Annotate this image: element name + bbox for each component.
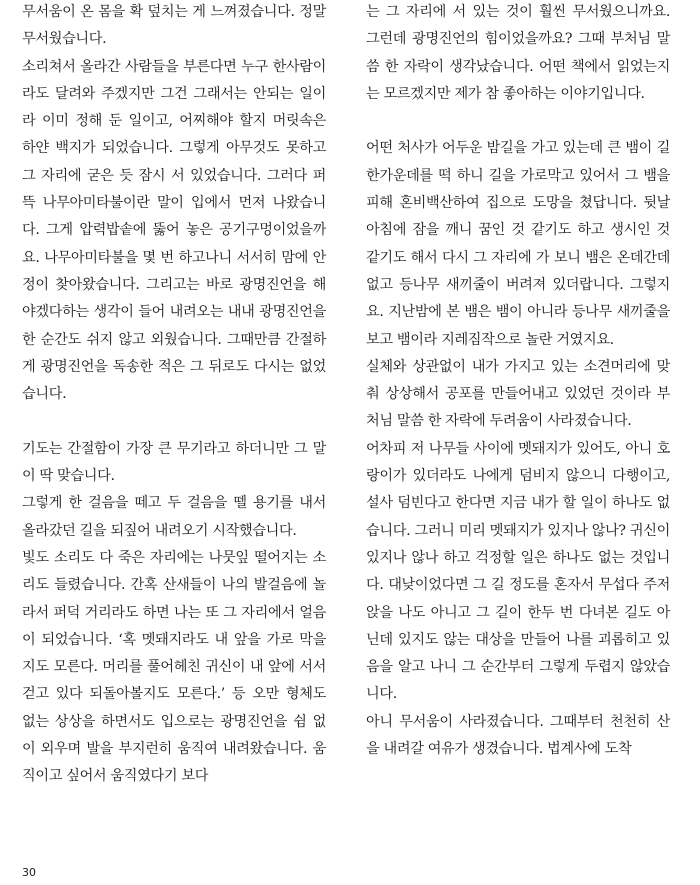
right-paragraph-2: 어떤 처사가 어두운 밤길을 가고 있는데 큰 뱀이 길 한가운데를 떡 하니 길을 가로막고 있어서 그 뱀을 피해 혼비백산하여 집으로 도망을 쳤답니다. 뒷날 아침에 잠을 깨니 꿈인 것 같기도 하고 생시인 것 같기도 해서 다시 그 자리에 가 보니 뱀은 온데간데없고 등나무 새끼줄이 버려져 있더랍니다. 그렇지요. 지난밤에 본 뱀은 뱀이 아니라 등나무 새끼줄을 보고 뱀이라 지레짐작으로 놀란 거였지요. (366, 140, 670, 348)
left-paragraph-3: 기도는 간절함이 가장 큰 무기라고 하더니만 그 말이 딱 맞습니다. (22, 440, 326, 485)
left-paragraph-5: 빛도 소리도 다 죽은 자리에는 나뭇잎 떨어지는 소리도 들렸습니다. 간혹 산새들이 나의 발걸음에 놀라서 퍼덕 거리라도 하면 나는 또 그 자리에서 얼음이 되었습니다. ‘혹 멧돼지라도 내 앞을 가로 막을지도 모른다. 머리를 풀어헤친 귀신이 내 앞에 서서 걷고 있다 되돌아볼지도 모른다.’ 등 오만 형체도 없는 상상을 하면서도 입으로는 광명진언을 쉼 없이 외우며 발을 부지런히 움직여 내려왔습니다. 움직이고 싶어서 움직였다기 보다 (22, 549, 326, 785)
left-paragraph-1: 무서움이 온 몸을 확 덮치는 게 느껴졌습니다. 정말 무서웠습니다. (22, 4, 326, 48)
page-number: 30 (22, 866, 36, 879)
right-paragraph-3: 실체와 상관없이 내가 가지고 있는 소견머리에 맞춰 상상해서 공포를 만들어내고 있었던 것이라 부처님 말씀 한 자락에 두려움이 사라졌습니다. (366, 358, 670, 430)
right-column (366, 0, 670, 763)
right-paragraph-4: 어차피 저 나무들 사이에 멧돼지가 있어도, 아니 호랑이가 있더라도 나에게 덤비지 않으니 다행이고, 설사 덤빈다고 한다면 지금 내가 할 일이 하나도 없습니다. 그러니 미리 멧돼지가 있지나 않나? 귀신이 있지나 않나 하고 걱정할 일은 하나도 없는 것입니다. 대낮이었다면 그 길 정도를 혼자서 무섭다 주저앉을 나도 아니고 그 길이 한두 번 다녀본 길도 아닌데 있지도 않는 대상을 만들어 나를 괴롭히고 있음을 알고 나니 그 순간부터 그렇게 두렵지 않았습니다. (366, 440, 670, 703)
left-paragraph-4: 그렇게 한 걸음을 떼고 두 걸음을 뗄 용기를 내서 올라갔던 길을 되짚어 내려오기 시작했습니다. (22, 495, 326, 539)
right-paragraph-1: 는 그 자리에 서 있는 것이 훨씬 무서웠으니까요. 그런데 광명진언의 힘이었을까요? 그때 부처님 말씀 한 자락이 생각났습니다. 어떤 책에서 읽었는지는 모르겠지만 제가 참 좋아하는 이야기입니다. (366, 4, 670, 102)
left-paragraph-2: 소리쳐서 올라간 사람들을 부른다면 누구 한사람이라도 달려와 주겠지만 그건 그래서는 안되는 일이라 이미 정해 둔 일이고, 어찌해야 할지 머릿속은 하얀 백지가 되었습니다. 그렇게 아무것도 못하고 그 자리에 굳은 듯 잠시 서 있었습니다. 그러다 퍼뜩 나무아미타불이란 말이 입에서 먼저 나왔습니다. 그게 압력밥솥에 뚫어 놓은 공기구멍이었을까요. 나무아미타불을 몇 번 하고나니 서서히 맘에 안정이 찾아왔습니다. 그리고는 바로 광명진언을 해야겠다하는 생각이 들어 내려오는 내내 광명진언을 한 순간도 쉬지 않고 외웠습니다. 그때만큼 간절하게 광명진언을 독송한 적은 그 뒤로도 다시는 없었습니다. (22, 58, 326, 403)
paragraph-gap (366, 108, 670, 135)
paragraph-gap (22, 408, 326, 435)
left-column (22, 0, 326, 791)
right-paragraph-5: 아니 무서움이 사라졌습니다. 그때부터 천천히 산을 내려갈 여유가 생겼습니다. 법계사에 도착 (366, 713, 670, 758)
